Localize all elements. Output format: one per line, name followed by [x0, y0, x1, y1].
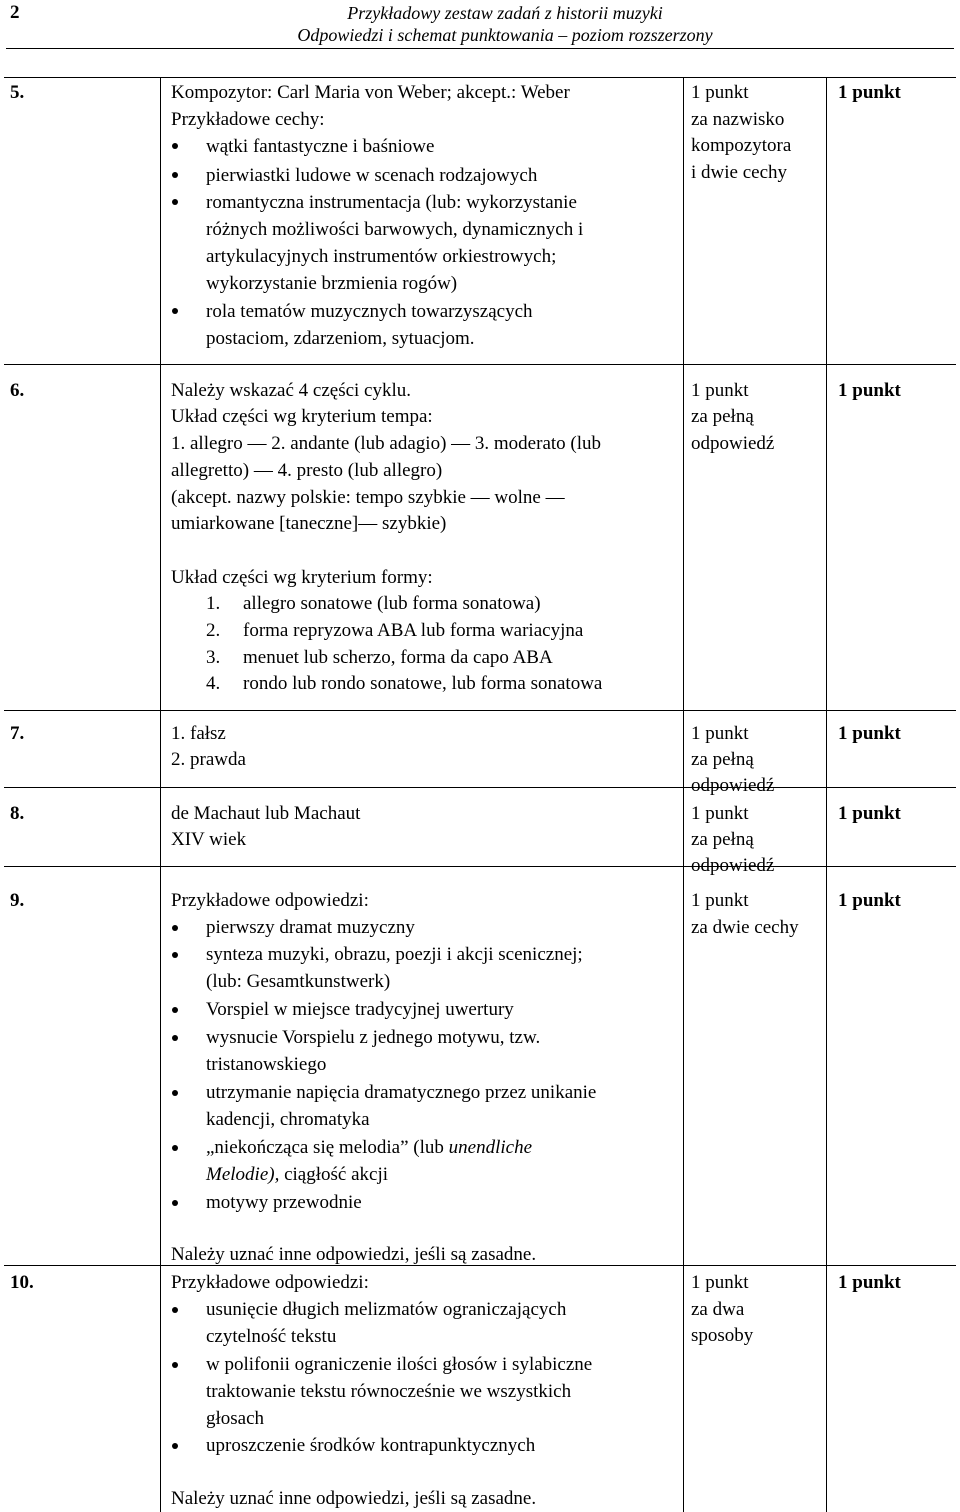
- q5-feature-4b: postaciom, zdarzeniom, sytuacjom.: [206, 328, 475, 349]
- q6-line-3: 1. allegro — 2. andante (lub adagio) — 3. moderato (lub: [171, 433, 602, 454]
- q8-line-2: XIV wiek: [171, 829, 247, 850]
- bullet: [172, 1090, 178, 1096]
- q9-answer-6a: [206, 1134, 532, 1161]
- q10-answer-2c: głosach: [206, 1408, 265, 1429]
- q10-scoring-1: 1 punkt: [691, 1272, 749, 1293]
- q10-heading: Przykładowe odpowiedzi:: [171, 1272, 369, 1293]
- q10-scoring-3: sposoby: [691, 1325, 754, 1346]
- q10-answer-2b: traktowanie tekstu równocześnie we wszystkich: [206, 1381, 572, 1402]
- q9-answer-2b: (lub: Gesamtkunstwerk): [206, 971, 391, 992]
- q9-answer-6b-text: ciągłość akcji: [279, 1164, 389, 1185]
- q6-line-5: (akcept. nazwy polskie: tempo szybkie — wolne —: [171, 487, 565, 508]
- q9-answer-1: pierwszy dramat muzyczny: [206, 917, 415, 938]
- q6-scoring-1: 1 punkt: [691, 380, 749, 401]
- q5-scoring-4: i dwie cechy: [691, 162, 788, 183]
- column-divider-2: [683, 77, 684, 1512]
- q9-note: Należy uznać inne odpowiedzi, jeśli są zasadne.: [171, 1244, 537, 1265]
- question-number-10: 10.: [10, 1272, 34, 1293]
- q8-line-1: de Machaut lub Machaut: [171, 803, 361, 824]
- q9-answer-6a-italic: unendliche: [448, 1137, 533, 1158]
- header-rule: [6, 48, 954, 49]
- question-number-7: 7.: [10, 723, 25, 744]
- question-number-5: 5.: [10, 82, 25, 103]
- bullet: [172, 952, 178, 958]
- row-divider-5-6: [4, 364, 956, 365]
- q10-answer-2a: w polifonii ograniczenie ilości głosów i sylabiczne: [206, 1354, 593, 1375]
- q6-line-4: allegretto) — 4. presto (lub allegro): [171, 460, 443, 481]
- q5-scoring-2: za nazwisko: [691, 109, 785, 130]
- bullet: [172, 199, 178, 205]
- q6-form-number: 2.: [206, 620, 221, 641]
- q8-total-points: 1 punkt: [838, 803, 901, 824]
- q7-scoring-2: za pełną: [691, 749, 754, 770]
- bullet: [172, 1145, 178, 1151]
- q5-feature-3c: artykulacyjnych instrumentów orkiestrowych;: [206, 246, 557, 267]
- document-title-line1: Przykładowy zestaw zadań z historii muzyki: [347, 3, 663, 23]
- q6-form-2: forma repryzowa ABA lub forma wariacyjna: [243, 620, 584, 641]
- q9-answer-4b: tristanowskiego: [206, 1054, 327, 1075]
- q9-answer-6b-italic: Melodie),: [206, 1164, 280, 1185]
- bullet: [172, 1035, 178, 1041]
- bullet: [172, 308, 178, 314]
- document-title-line2: Odpowiedzi i schemat punktowania – poziom rozszerzony: [297, 25, 713, 45]
- q10-answer-3: uproszczenie środków kontrapunktycznych: [206, 1435, 536, 1456]
- q9-total-points: 1 punkt: [838, 890, 901, 911]
- bullet: [172, 1307, 178, 1313]
- q9-answer-4a: wysnucie Vorspielu z jednego motywu, tzw.: [206, 1027, 541, 1048]
- question-number-8: 8.: [10, 803, 25, 824]
- q6-form-number: 1.: [206, 593, 221, 614]
- bullet: [172, 143, 178, 149]
- document-title: [270, 2, 740, 46]
- q5-features-heading: Przykładowe cechy:: [171, 109, 325, 130]
- q9-heading: Przykładowe odpowiedzi:: [171, 890, 369, 911]
- q5-feature-1: wątki fantastyczne i baśniowe: [206, 136, 435, 157]
- question-number-9: 9.: [10, 890, 25, 911]
- q9-answer-6a-text: „niekończąca się melodia” (lub: [206, 1137, 449, 1158]
- q9-scoring-2: za dwie cechy: [691, 917, 799, 938]
- row-divider-7-8: [4, 787, 956, 788]
- q6-line-1: Należy wskazać 4 części cyklu.: [171, 380, 412, 401]
- table-border-top: [4, 77, 956, 78]
- bullet: [172, 1362, 178, 1368]
- question-number-6: 6.: [10, 380, 25, 401]
- q6-line-7: Układ części wg kryterium formy:: [171, 567, 433, 588]
- q6-scoring-3: odpowiedź: [691, 433, 775, 454]
- q9-answer-5a: utrzymanie napięcia dramatycznego przez unikanie: [206, 1082, 597, 1103]
- q10-answer-1a: usunięcie długich melizmatów ograniczających: [206, 1299, 567, 1320]
- row-divider-6-7: [4, 710, 956, 711]
- q5-feature-2: pierwiastki ludowe w scenach rodzajowych: [206, 165, 538, 186]
- q9-scoring-1: 1 punkt: [691, 890, 749, 911]
- q7-scoring-3: odpowiedź: [691, 775, 775, 796]
- column-divider-1: [160, 77, 161, 1512]
- q6-total-points: 1 punkt: [838, 380, 901, 401]
- q7-total-points: 1 punkt: [838, 723, 901, 744]
- q6-line-6: umiarkowane [taneczne]— szybkie): [171, 513, 447, 534]
- q8-scoring-3: odpowiedź: [691, 855, 775, 876]
- q10-scoring-2: za dwa: [691, 1299, 745, 1320]
- q5-feature-3d: wykorzystanie brzmienia rogów): [206, 273, 458, 294]
- q5-scoring-3: kompozytora: [691, 135, 792, 156]
- q10-answer-1b: czytelność tekstu: [206, 1326, 337, 1347]
- q5-feature-3b: różnych możliwości barwowych, dynamicznych i: [206, 219, 584, 240]
- row-divider-8-9: [4, 866, 956, 867]
- bullet: [172, 1443, 178, 1449]
- q5-scoring-1: 1 punkt: [691, 82, 749, 103]
- q6-form-number: 4.: [206, 673, 221, 694]
- bullet: [172, 1200, 178, 1206]
- q10-note: Należy uznać inne odpowiedzi, jeśli są zasadne.: [171, 1488, 537, 1509]
- q6-scoring-2: za pełną: [691, 406, 754, 427]
- q5-answer-line: Kompozytor: Carl Maria von Weber; akcept.: Weber: [171, 82, 570, 103]
- q7-line-2: 2. prawda: [171, 749, 246, 770]
- q9-answer-7: motywy przewodnie: [206, 1192, 362, 1213]
- q9-answer-2a: synteza muzyki, obrazu, poezji i akcji scenicznej;: [206, 944, 583, 965]
- q9-answer-6b: [206, 1161, 388, 1188]
- q6-form-4: rondo lub rondo sonatowe, lub forma sonatowa: [243, 673, 603, 694]
- bullet: [172, 172, 178, 178]
- column-divider-3: [826, 77, 827, 1512]
- q6-line-2: Układ części wg kryterium tempa:: [171, 406, 433, 427]
- page-number: 2: [10, 2, 20, 23]
- q6-form-3: menuet lub scherzo, forma da capo ABA: [243, 647, 553, 668]
- q5-total-points: 1 punkt: [838, 82, 901, 103]
- q5-feature-3a: romantyczna instrumentacja (lub: wykorzystanie: [206, 192, 577, 213]
- q9-answer-3: Vorspiel w miejsce tradycyjnej uwertury: [206, 999, 514, 1020]
- bullet: [172, 1007, 178, 1013]
- q7-line-1: 1. fałsz: [171, 723, 226, 744]
- bullet: [172, 925, 178, 931]
- q8-scoring-2: za pełną: [691, 829, 754, 850]
- q6-form-1: allegro sonatowe (lub forma sonatowa): [243, 593, 541, 614]
- q7-scoring-1: 1 punkt: [691, 723, 749, 744]
- q8-scoring-1: 1 punkt: [691, 803, 749, 824]
- q10-total-points: 1 punkt: [838, 1272, 901, 1293]
- q9-answer-5b: kadencji, chromatyka: [206, 1109, 370, 1130]
- q5-feature-4a: rola tematów muzycznych towarzyszących: [206, 301, 533, 322]
- q6-form-number: 3.: [206, 647, 221, 668]
